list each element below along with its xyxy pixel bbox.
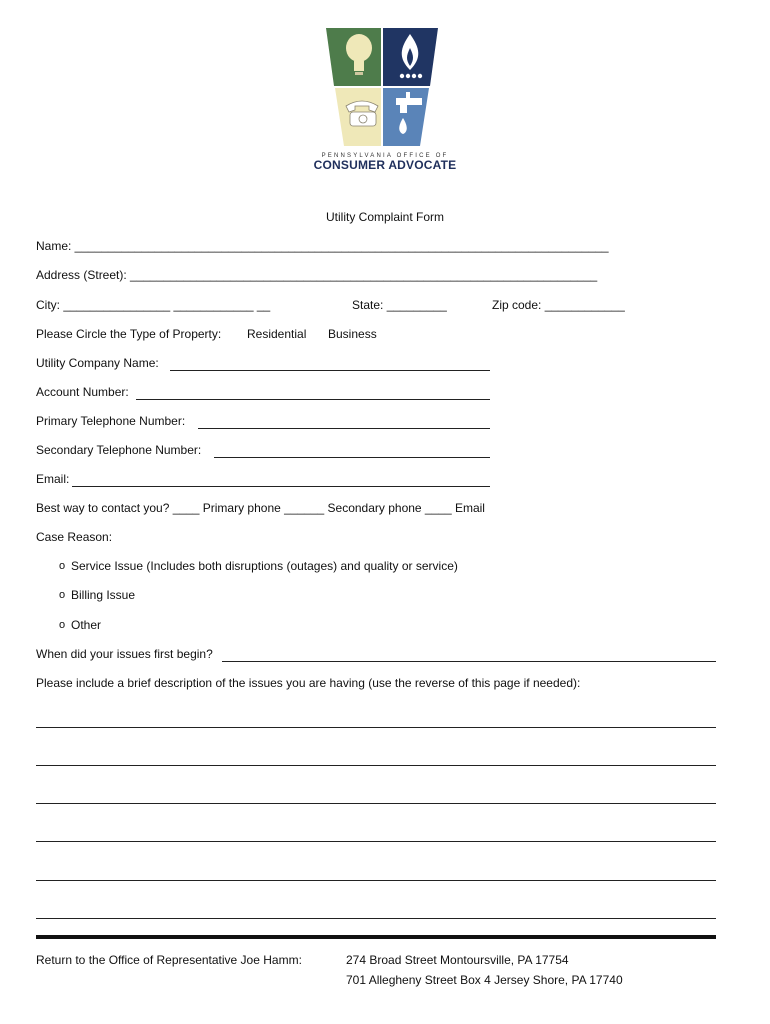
primary-phone-input[interactable] [198, 428, 490, 429]
utility-company-input[interactable] [170, 370, 490, 371]
property-option-business[interactable]: Business [328, 327, 377, 341]
seal-small-text: PENNSYLVANIA OFFICE OF [321, 153, 449, 159]
description-line-6[interactable] [36, 918, 716, 919]
account-number-label: Account Number: [36, 385, 129, 399]
form-title: Utility Complaint Form [325, 210, 445, 224]
issue-begin-input[interactable] [222, 661, 716, 662]
description-line-1[interactable] [36, 727, 716, 728]
bullet-icon: o [59, 560, 66, 572]
primary-phone-label: Primary Telephone Number: [36, 414, 186, 428]
description-line-3[interactable] [36, 803, 716, 804]
consumer-advocate-logo [326, 26, 438, 146]
secondary-phone-input[interactable] [214, 457, 490, 458]
telephone-icon [346, 101, 378, 126]
zip-field[interactable]: Zip code: ____________ [492, 298, 625, 312]
address-field[interactable]: Address (Street): ______________________________________________________________________ [36, 268, 598, 282]
case-reason-service-issue[interactable]: Service Issue (Includes both disruptions (outages) and quality or service) [71, 559, 458, 573]
contact-preference-field[interactable]: Best way to contact you? ____ Primary phone ______ Secondary phone ____ Email [36, 501, 485, 515]
case-reason-label: Case Reason: [36, 530, 113, 544]
state-field[interactable]: State: _________ [352, 298, 447, 312]
utility-company-label: Utility Company Name: [36, 356, 159, 370]
issue-begin-label: When did your issues first begin? [36, 647, 213, 661]
property-type-label: Please Circle the Type of Property: [36, 327, 222, 341]
city-field[interactable]: City: ________________ ____________ __ [36, 298, 271, 312]
footer-divider [36, 935, 716, 939]
property-option-residential[interactable]: Residential [247, 327, 307, 341]
return-label: Return to the Office of Representative Joe Hamm: [36, 953, 302, 967]
description-line-5[interactable] [36, 880, 716, 881]
description-line-4[interactable] [36, 841, 716, 842]
account-number-input[interactable] [136, 399, 490, 400]
bullet-icon: o [59, 619, 66, 631]
email-input[interactable] [72, 486, 490, 487]
secondary-phone-label: Secondary Telephone Number: [36, 443, 202, 457]
footer-address-2: 701 Allegheny Street Box 4 Jersey Shore, PA 17740 [346, 973, 623, 987]
brand-name: CONSUMER ADVOCATE [313, 158, 457, 172]
description-line-2[interactable] [36, 765, 716, 766]
bullet-icon: o [59, 589, 66, 601]
email-label: Email: [36, 472, 70, 486]
description-label: Please include a brief description of the issues you are having (use the reverse of this page if needed): [36, 676, 581, 690]
footer-address-1: 274 Broad Street Montoursville, PA 17754 [346, 953, 569, 967]
case-reason-billing-issue[interactable]: Billing Issue [71, 588, 136, 602]
name-field[interactable]: Name: ________________________________________________________________________________ [36, 239, 609, 253]
case-reason-other[interactable]: Other [71, 618, 102, 632]
